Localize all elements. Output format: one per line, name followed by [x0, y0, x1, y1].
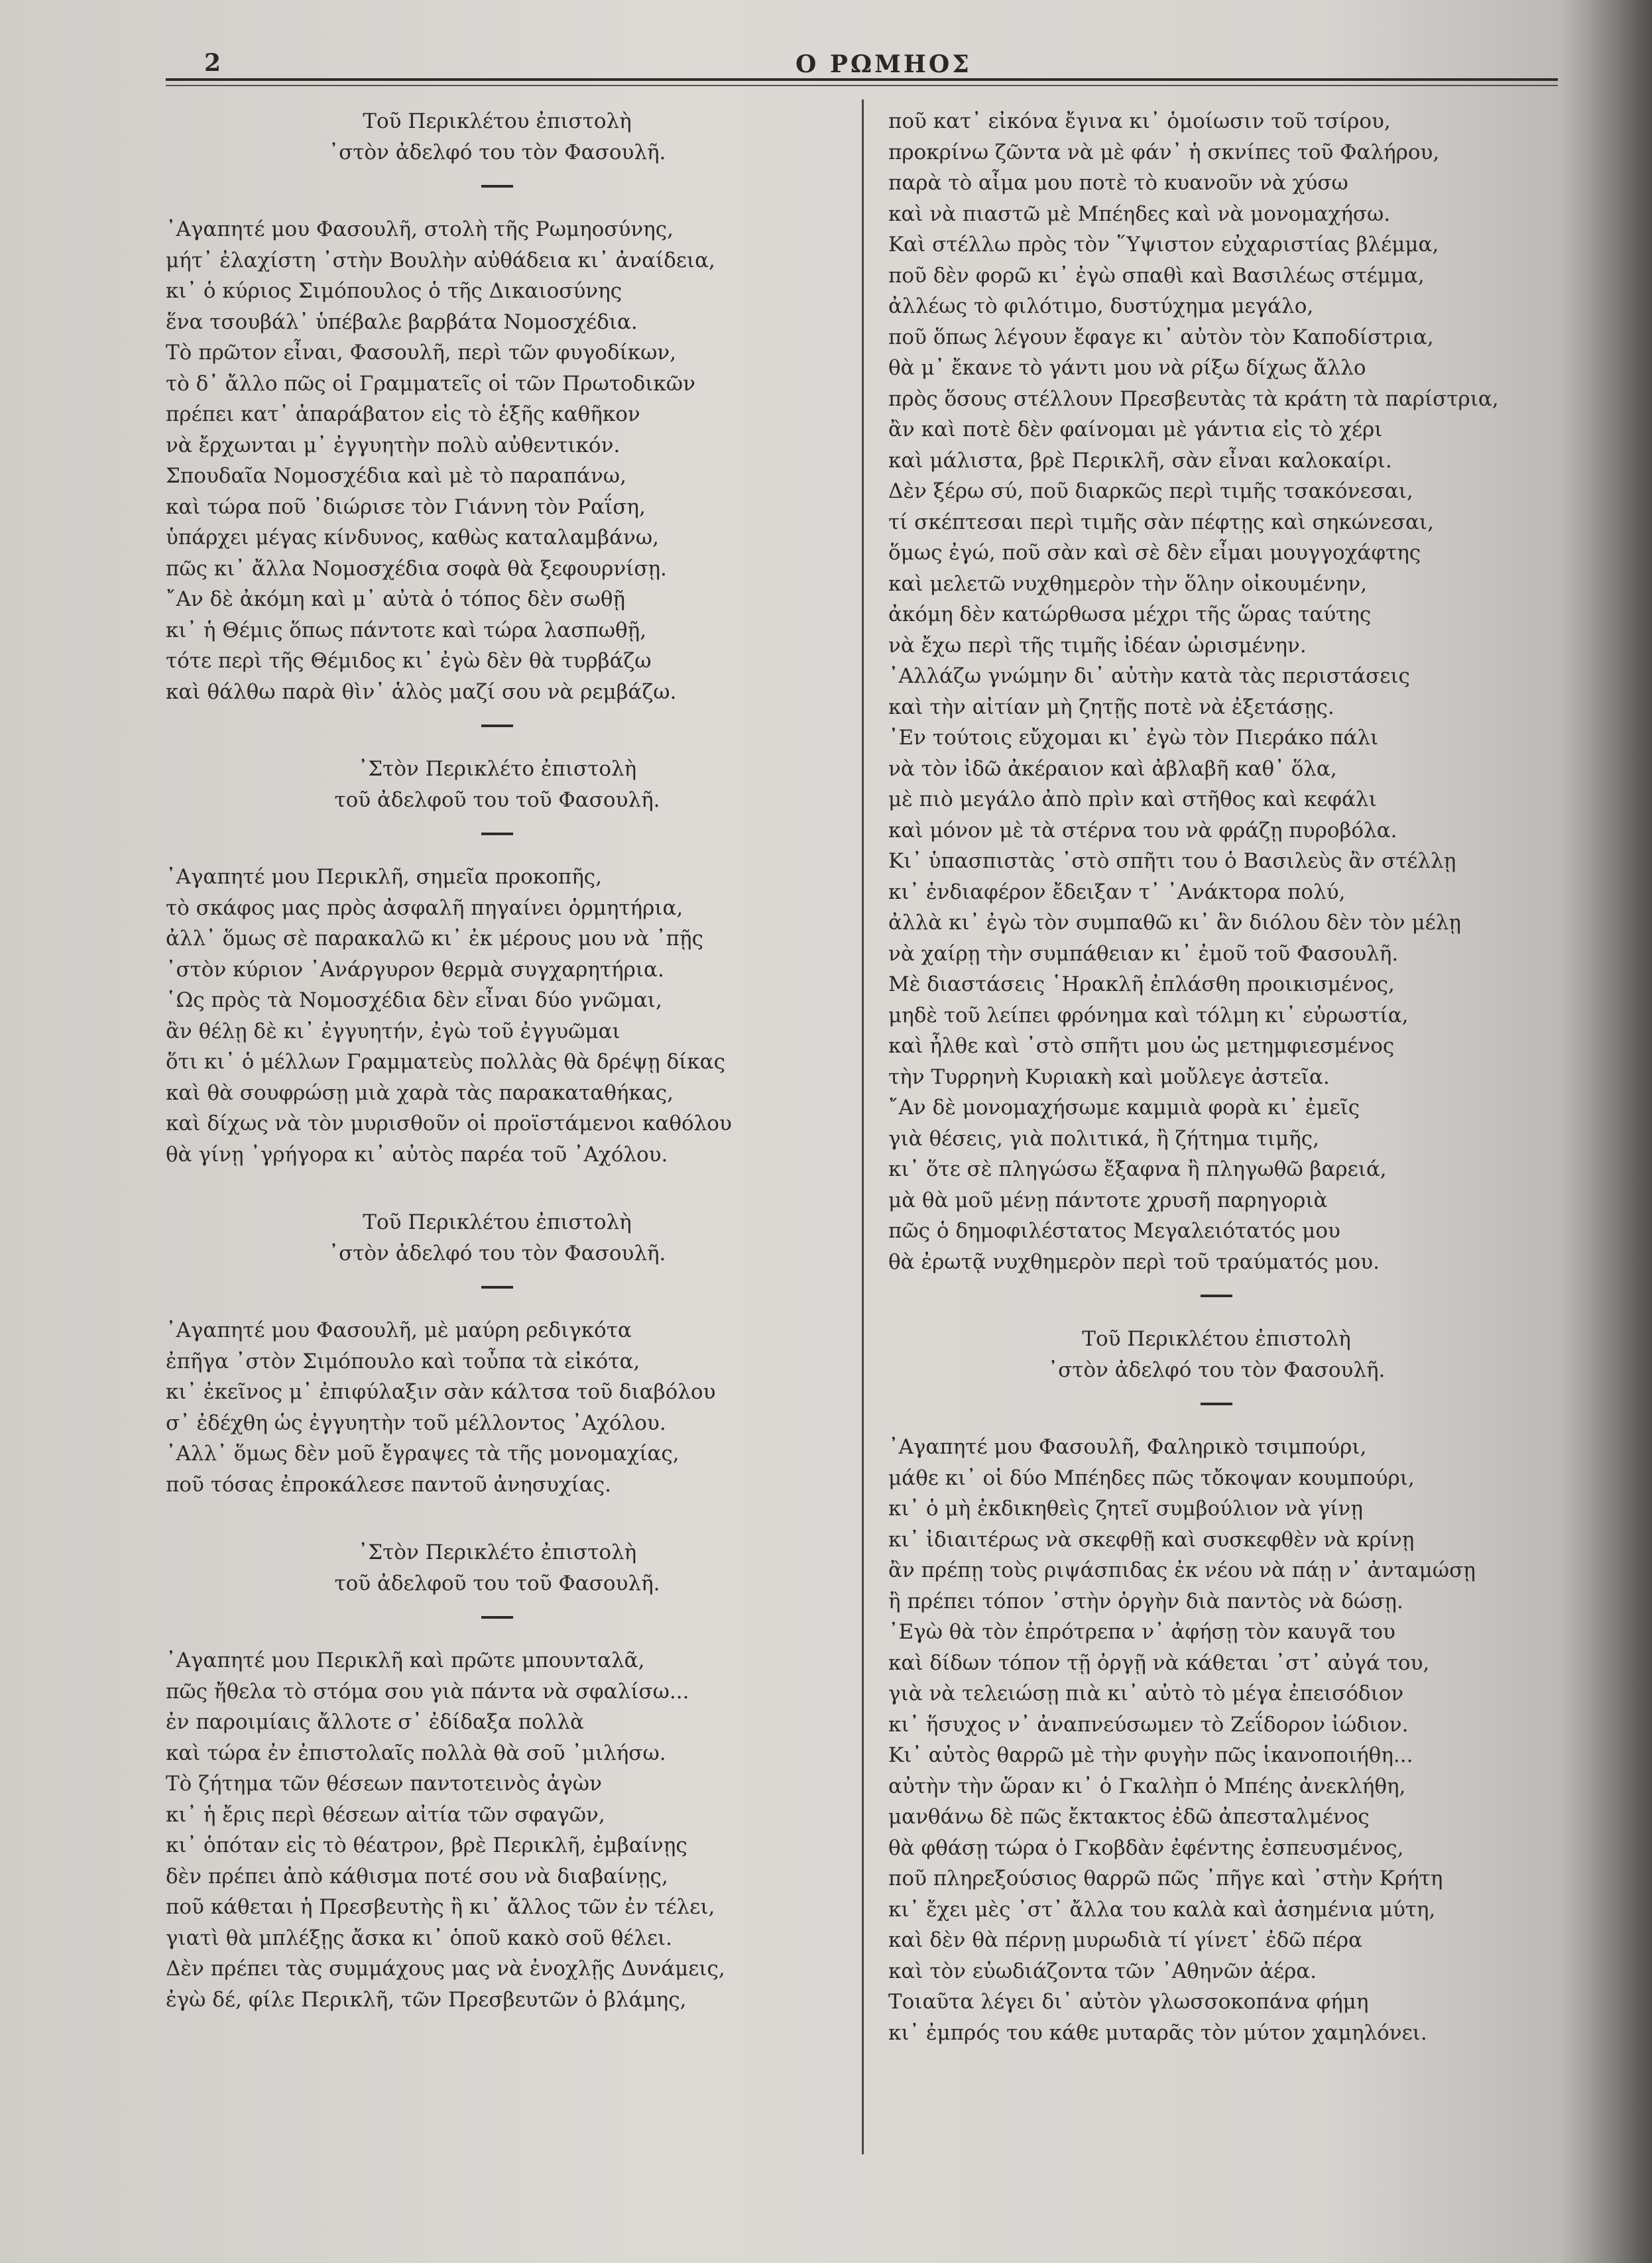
newspaper-title: Ο ΡΩΜΗΟΣ	[796, 50, 972, 78]
letter-heading: τοῦ ἀδελφοῦ του τοῦ Φασουλῆ.	[334, 1571, 660, 1596]
verse-line: καὶ ἦλθε καὶ ᾿στὸ σπῆτι μου ὡς μετημφιεσμένος	[888, 1034, 1395, 1058]
verse-line: δὲν πρέπει ἀπὸ κάθισμα ποτέ σου νὰ διαβαίνῃς,	[166, 1864, 668, 1888]
verse-line: καὶ τώρα ἐν ἐπιστολαῖς πολλὰ θὰ σοῦ ᾿μιλήσω.	[166, 1741, 666, 1765]
verse-line: προκρίνω ζῶντα νὰ μὲ φάν᾿ ἡ σκνίπες τοῦ Φαλήρου,	[888, 140, 1440, 164]
verse-line: μάθε κι᾿ οἱ δύο Μπέηδες πῶς τὄκοψαν κουμπούρι,	[888, 1466, 1415, 1490]
verse-line: ποῦ ὅπως λέγουν ἔφαγε κι᾿ αὐτὸν τὸν Καποδίστρια,	[888, 325, 1434, 349]
verse-line: ποῦ κάθεται ἡ Πρεσβευτὴς ἢ κι᾿ ἄλλος τῶν ἐν τέλει,	[166, 1895, 715, 1919]
verse-line: μὲ πιὸ μεγάλο ἀπὸ πρὶν καὶ στῆθος καὶ κεφάλι	[888, 787, 1377, 811]
verse-line: Δὲν πρέπει τὰς συμμάχους μας νὰ ἐνοχλῇς Δυνάμεις,	[166, 1957, 725, 1981]
verse-line: καὶ τὸν εὐωδιάζοντα τῶν ᾿Αθηνῶν ἀέρα.	[888, 1959, 1317, 1983]
verse-line: ᾿Αλλάζω γνώμην δι᾿ αὐτὴν κατὰ τὰς περιστάσεις	[888, 664, 1410, 688]
verse-line: παρὰ τὸ αἷμα μου ποτὲ τὸ κυανοῦν νὰ χύσω	[888, 171, 1348, 195]
verse-line: ἕνα τσουβάλ᾿ ὑπέβαλε βαρβάτα Νομοσχέδια.	[166, 310, 638, 334]
verse-line: τί σκέπτεσαι περὶ τιμῆς σὰν πέφτῃς καὶ σηκώνεσαι,	[888, 510, 1434, 534]
letter-heading: ᾿στὸν ἀδελφό του τὸν Φασουλῆ.	[328, 1241, 666, 1265]
verse-line: σ᾿ ἐδέχθη ὡς ἐγγυητὴν τοῦ μέλλοντος ᾿Αχόλου.	[166, 1411, 666, 1435]
verse-line: ἂν πρέπῃ τοὺς ριψάσπιδας ἐκ νέου νὰ πάῃ ν᾿ ἀνταμώσῃ	[888, 1558, 1476, 1582]
section-separator	[481, 185, 513, 188]
verse-line: καὶ δίχως νὰ τὸν μυρισθοῦν οἱ προϊστάμενοι καθόλου	[166, 1112, 732, 1135]
column-divider	[862, 99, 864, 2154]
letter-heading: ᾿Στὸν Περικλέτο ἐπιστολὴ	[357, 1540, 637, 1564]
section-gap	[166, 1500, 829, 1537]
verse-line: ἐπῆγα ᾿στὸν Σιμόπουλο καὶ τοὖπα τὰ εἰκότα,	[166, 1349, 640, 1373]
verse-line: ᾿Αγαπητέ μου Φασουλῆ, μὲ μαύρη ρεδιγκότα	[166, 1318, 632, 1342]
header-rule-thin	[166, 85, 1558, 86]
verse-line: ῎Αν δὲ ἀκόμη καὶ μ᾿ αὐτὰ ὁ τόπος δὲν σωθῇ	[166, 587, 626, 611]
verse-line: καὶ τώρα ποῦ ᾿διώρισε τὸν Γιάννη τὸν Ραΐση,	[166, 494, 646, 519]
verse-line: κι᾿ ἥσυχος ν᾿ ἀναπνεύσωμεν τὸ Ζεΐδορον ἰώδιον.	[888, 1712, 1409, 1737]
verse-line: τότε περὶ τῆς Θέμιδος κι᾿ ἐγὼ δὲν θὰ τυρβάζω	[166, 649, 652, 673]
verse-line: πρέπει κατ᾿ ἀπαράβατον εἰς τὸ ἑξῆς καθῆκον	[166, 402, 640, 426]
page-number: 2	[204, 49, 221, 77]
verse-line: Κι᾿ ὑπασπιστὰς ᾿στὸ σπῆτι του ὁ Βασιλεὺς ἂν στέλλῃ	[888, 849, 1456, 873]
verse-line: μὰ θὰ μοῦ μένῃ πάντοτε χρυσῆ παρηγοριὰ	[888, 1188, 1328, 1212]
section-separator	[481, 1286, 513, 1289]
letter-heading: ᾿στὸν ἀδελφό του τὸν Φασουλῆ.	[328, 140, 666, 164]
verse-line: τὸ δ᾿ ἄλλο πῶς οἱ Γραμματεῖς οἱ τῶν Πρωτοδικῶν	[166, 371, 695, 396]
letter-heading: ᾿στὸν ἀδελφό του τὸν Φασουλῆ.	[1047, 1358, 1386, 1382]
verse-line: τὴν Τυρρηνὴ Κυριακὴ καὶ μοὔλεγε ἀστεῖα.	[888, 1065, 1330, 1089]
verse-line: Σπουδαῖα Νομοσχέδια καὶ μὲ τὸ παραπάνω,	[166, 464, 626, 488]
header-rule	[166, 78, 1558, 81]
verse-line: κι᾿ ἐνδιαφέρον ἔδειξαν τ᾿ ᾿Ανάκτορα πολύ,	[888, 880, 1346, 904]
verse-line: πῶς ἤθελα τὸ στόμα σου γιὰ πάντα νὰ σφαλίσω...	[166, 1679, 689, 1704]
verse-line: Τὸ ζήτημα τῶν θέσεων παντοτεινὸς ἀγὼν	[166, 1772, 602, 1796]
verse-line: Καὶ στέλλω πρὸς τὸν ῞Υψιστον εὐχαριστίας βλέμμα,	[888, 233, 1439, 257]
verse-line: γιὰ νὰ τελειώσῃ πιὰ κι᾿ αὐτὸ τὸ μέγα ἐπεισόδιον	[888, 1682, 1404, 1706]
verse-line: ἐγὼ δέ, φίλε Περικλῆ, τῶν Πρεσβευτῶν ὁ βλάμης,	[166, 1987, 687, 2012]
verse-line: μήτ᾿ ἐλαχίστη ᾿στὴν Βουλὴν αὐθάδεια κι᾿ ἀναίδεια,	[166, 248, 715, 272]
verse-line: πῶς κι᾿ ἄλλα Νομοσχέδια σοφὰ θὰ ξεφουρνίσῃ.	[166, 556, 667, 581]
section-separator	[481, 1616, 513, 1619]
letter-heading: Τοῦ Περικλέτου ἐπιστολὴ	[363, 1210, 632, 1234]
verse-line: ὅμως ἐγώ, ποῦ σὰν καὶ σὲ δὲν εἶμαι μουγγοχάφτης	[888, 541, 1421, 565]
verse-line: ᾿στὸν κύριον ᾿Ανάργυρον θερμὰ συγχαρητήρια.	[166, 957, 664, 982]
left-column	[166, 106, 829, 2015]
verse-line: ᾿Αγαπητέ μου Φασουλῆ, Φαληρικὸ τσιμπούρι,	[888, 1435, 1367, 1459]
letter-heading: τοῦ ἀδελφοῦ του τοῦ Φασουλῆ.	[334, 787, 660, 812]
verse-line: ἀλλέως τὸ φιλότιμο, δυστύχημα μεγάλο,	[888, 294, 1314, 318]
verse-line: ἢ πρέπει τόπον ᾿στὴν ὀργὴν διὰ παντὸς νὰ δώσῃ.	[888, 1589, 1403, 1613]
verse-line: μηδὲ τοῦ λείπει φρόνημα καὶ τόλμη κι᾿ εὐρωστία,	[888, 1003, 1409, 1027]
verse-line: ἀκόμη δὲν κατώρθωσα μέχρι τῆς ὥρας ταύτης	[888, 603, 1372, 626]
verse-line: ᾿Εγὼ θὰ τὸν ἐπρότρεπα ν᾿ ἀφήσῃ τὸν καυγᾶ του	[888, 1620, 1395, 1644]
verse-line: Μὲ διαστάσεις ῾Ηρακλῆ ἐπλάσθη προικισμένος,	[888, 972, 1395, 996]
letter-heading: Τοῦ Περικλέτου ἐπιστολὴ	[363, 109, 632, 133]
section-separator	[481, 725, 513, 727]
verse-line: κι᾿ ἡ Θέμις ὅπως πάντοτε καὶ τώρα λασπωθῇ,	[166, 618, 647, 642]
verse-line: καὶ τὴν αἰτίαν μὴ ζητῇς ποτὲ νὰ ἐξετάσῃς.	[888, 695, 1334, 719]
verse-line: κι᾿ ὁ κύριος Σιμόπουλος ὁ τῆς Δικαιοσύνης	[166, 279, 622, 303]
verse-line: τὸ σκάφος μας πρὸς ἀσφαλῆ πηγαίνει ὁρμητήρια,	[166, 896, 683, 920]
verse-line: ἂν θέλῃ δὲ κι᾿ ἐγγυητήν, ἐγὼ τοῦ ἐγγυῶμαι	[166, 1019, 620, 1043]
verse-line: ἂν καὶ ποτὲ δὲν φαίνομαι μὲ γάντια εἰς τὸ χέρι	[888, 418, 1383, 441]
verse-line: ῎Αν δὲ μονομαχήσωμε καμμιὰ φορὰ κι᾿ ἐμεῖς	[888, 1096, 1360, 1120]
section-separator	[481, 833, 513, 835]
verse-line: κι᾿ ὁπόταν εἰς τὸ θέατρον, βρὲ Περικλῆ, ἐμβαίνῃς	[166, 1833, 687, 1857]
verse-line: αὐτὴν τὴν ὥραν κι᾿ ὁ Γκαλὴπ ὁ Μπέης ἀνεκλήθη,	[888, 1774, 1406, 1798]
verse-line: κι᾿ ἰδιαιτέρως νὰ σκεφθῇ καὶ συσκεφθὲν νὰ κρίνῃ	[888, 1527, 1415, 1552]
verse-line: ἀλλὰ κι᾿ ἐγὼ τὸν συμπαθῶ κι᾿ ἂν διόλου δὲν τὸν μέλῃ	[888, 911, 1461, 935]
binding-shadow	[1559, 0, 1652, 2263]
verse-line: Τὸ πρῶτον εἶναι, Φασουλῆ, περὶ τῶν φυγοδίκων,	[166, 341, 677, 365]
verse-line: καὶ μελετῶ νυχθημερὸν τὴν ὅλην οἰκουμένην,	[888, 571, 1368, 596]
verse-line: μανθάνω δὲ πῶς ἔκτακτος ἐδῶ ἀπεσταλμένος	[888, 1805, 1370, 1829]
verse-line: Δὲν ξέρω σύ, ποῦ διαρκῶς περὶ τιμῆς τσακόνεσαι,	[888, 479, 1413, 503]
letter-heading: ᾿Στὸν Περικλέτο ἐπιστολὴ	[357, 757, 637, 781]
verse-line: καὶ θὰ σουφρώσῃ μιὰ χαρὰ τὰς παρακαταθήκας,	[166, 1080, 674, 1105]
verse-line: καὶ μόνον μὲ τὰ στέρνα του νὰ φράζῃ πυροβόλα.	[888, 818, 1397, 842]
verse-line: ποῦ πληρεξούσιος θαρρῶ πῶς ᾿πῆγε καὶ ᾿στὴν Κρήτη	[888, 1867, 1443, 1890]
verse-line: κι᾿ ἐμπρός του κάθε μυταρᾶς τὸν μύτον χαμηλόνει.	[888, 2020, 1427, 2045]
section-separator	[1201, 1295, 1232, 1297]
verse-line: θὰ ἐρωτᾷ νυχθημερὸν περὶ τοῦ τραύματός μου.	[888, 1249, 1380, 1274]
verse-line: Κι᾿ αὐτὸς θαρρῶ μὲ τὴν φυγὴν πῶς ἱκανοποιήθη...	[888, 1743, 1413, 1767]
verse-line: καὶ νὰ πιαστῶ μὲ Μπέηδες καὶ νὰ μονομαχήσω.	[888, 202, 1391, 226]
verse-line: ὑπάρχει μέγας κίνδυνος, καθὼς καταλαμβάνω,	[166, 526, 659, 550]
verse-line: πῶς ὁ δημοφιλέστατος Μεγαλειότατός μου	[888, 1219, 1340, 1243]
right-column	[888, 106, 1545, 2048]
verse-line: γιὰ θέσεις, γιὰ πολιτικά, ἢ ζήτημα τιμῆς,	[888, 1126, 1319, 1151]
verse-line: θὰ φθάσῃ τώρα ὁ Γκοβδὰν ἐφέντης ἐσπευσμένος,	[888, 1835, 1404, 1860]
verse-line: καὶ θάλθω παρὰ θὶν᾿ ἁλὸς μαζί σου νὰ ρεμβάζω.	[166, 679, 677, 704]
verse-line: γιατὶ θὰ μπλέξῃς ἄσκα κι᾿ ὁποῦ κακὸ σοῦ θέλει.	[166, 1926, 673, 1950]
verse-line: ᾿Αλλ᾿ ὅμως δὲν μοῦ ἔγραψες τὰ τῆς μονομαχίας,	[166, 1442, 679, 1466]
verse-line: κι᾿ ὁ μὴ ἐκδικηθεὶς ζητεῖ συμβούλιον νὰ γίνῃ	[888, 1497, 1363, 1521]
verse-line: κι᾿ ὅτε σὲ πληγώσω ἔξαφνα ἢ πληγωθῶ βαρειά,	[888, 1157, 1387, 1181]
verse-line: ἐν παροιμίαις ἄλλοτε σ᾿ ἐδίδαξα πολλὰ	[166, 1710, 584, 1734]
verse-line: ποῦ δὲν φορῶ κι᾿ ἐγὼ σπαθὶ καὶ Βασιλέως στέμμα,	[888, 263, 1425, 288]
verse-line: θὰ μ᾿ ἔκανε τὸ γάντι μου νὰ ρίξω δίχως ἄλλο	[888, 356, 1366, 380]
verse-line: καὶ μάλιστα, βρὲ Περικλῆ, σὰν εἶναι καλοκαίρι.	[888, 448, 1392, 473]
verse-line: νὰ τὸν ἰδῶ ἀκέραιον καὶ ἀβλαβῆ καθ᾿ ὅλα,	[888, 756, 1337, 781]
verse-line: νὰ ἔχω περὶ τῆς τιμῆς ἰδέαν ὡρισμένην.	[888, 633, 1307, 658]
verse-line: καὶ δίδων τόπον τῇ ὀργῇ νὰ κάθεται ᾿στ᾿ αὐγά του,	[888, 1651, 1430, 1675]
verse-line: καὶ δὲν θὰ πέρνῃ μυρωδιὰ τί γίνετ᾿ ἐδῶ πέρα	[888, 1928, 1363, 1952]
verse-line: ᾿Αγαπητέ μου Περικλῆ, σημεῖα προκοπῆς,	[166, 865, 602, 889]
verse-line: θὰ γίνῃ ᾿γρήγορα κι᾿ αὐτὸς παρέα τοῦ ᾿Αχόλου.	[166, 1142, 668, 1167]
verse-line: ᾿Εν τούτοις εὔχομαι κι᾿ ἐγὼ τὸν Πιεράκο πάλι	[888, 726, 1379, 750]
verse-line: ποῦ κατ᾿ εἰκόνα ἔγινα κι᾿ ὁμοίωσιν τοῦ τσίρου,	[888, 109, 1391, 133]
verse-line: ῾Ως πρὸς τὰ Νομοσχέδια δὲν εἶναι δύο γνῶμαι,	[166, 988, 662, 1012]
verse-line: ᾿Αγαπητέ μου Φασουλῆ, στολὴ τῆς Ρωμηοσύνης,	[166, 217, 674, 241]
verse-line: ὅτι κι᾿ ὁ μέλλων Γραμματεὺς πολλὰς θὰ δρέψῃ δίκας	[166, 1050, 725, 1074]
verse-line: κι᾿ ἔχει μὲς ᾿στ᾿ ἄλλα του καλὰ καὶ ἀσημένια μύτη,	[888, 1897, 1436, 1922]
section-gap	[166, 1170, 829, 1207]
verse-line: νὰ ἔρχωνται μ᾿ ἐγγυητὴν πολὺ αὐθεντικόν.	[166, 433, 620, 457]
verse-line: ᾿Αγαπητέ μου Περικλῆ καὶ πρῶτε μπουνταλᾶ,	[166, 1649, 645, 1672]
verse-line: πρὸς ὅσους στέλλουν Πρεσβευτὰς τὰ κράτη τὰ παρίστρια,	[888, 386, 1499, 411]
verse-line: κι᾿ ἡ ἔρις περὶ θέσεων αἰτία τῶν σφαγῶν,	[166, 1802, 605, 1827]
verse-line: Τοιαῦτα λέγει δι᾿ αὐτὸν γλωσσοκοπάνα φήμη	[888, 1990, 1369, 2014]
verse-line: νὰ χαίρῃ τὴν συμπάθειαν κι᾿ ἐμοῦ τοῦ Φασουλῆ.	[888, 941, 1399, 966]
section-separator	[1201, 1403, 1232, 1405]
verse-line: κι᾿ ἐκεῖνος μ᾿ ἐπιφύλαξιν σὰν κάλτσα τοῦ διαβόλου	[166, 1380, 716, 1404]
verse-line: ἀλλ᾿ ὅμως σὲ παρακαλῶ κι᾿ ἐκ μέρους μου νὰ ᾿πῇς	[166, 927, 703, 951]
verse-line: ποῦ τόσας ἐπροκάλεσε παντοῦ ἀνησυχίας.	[166, 1472, 611, 1497]
letter-heading: Τοῦ Περικλέτου ἐπιστολὴ	[1082, 1327, 1351, 1351]
